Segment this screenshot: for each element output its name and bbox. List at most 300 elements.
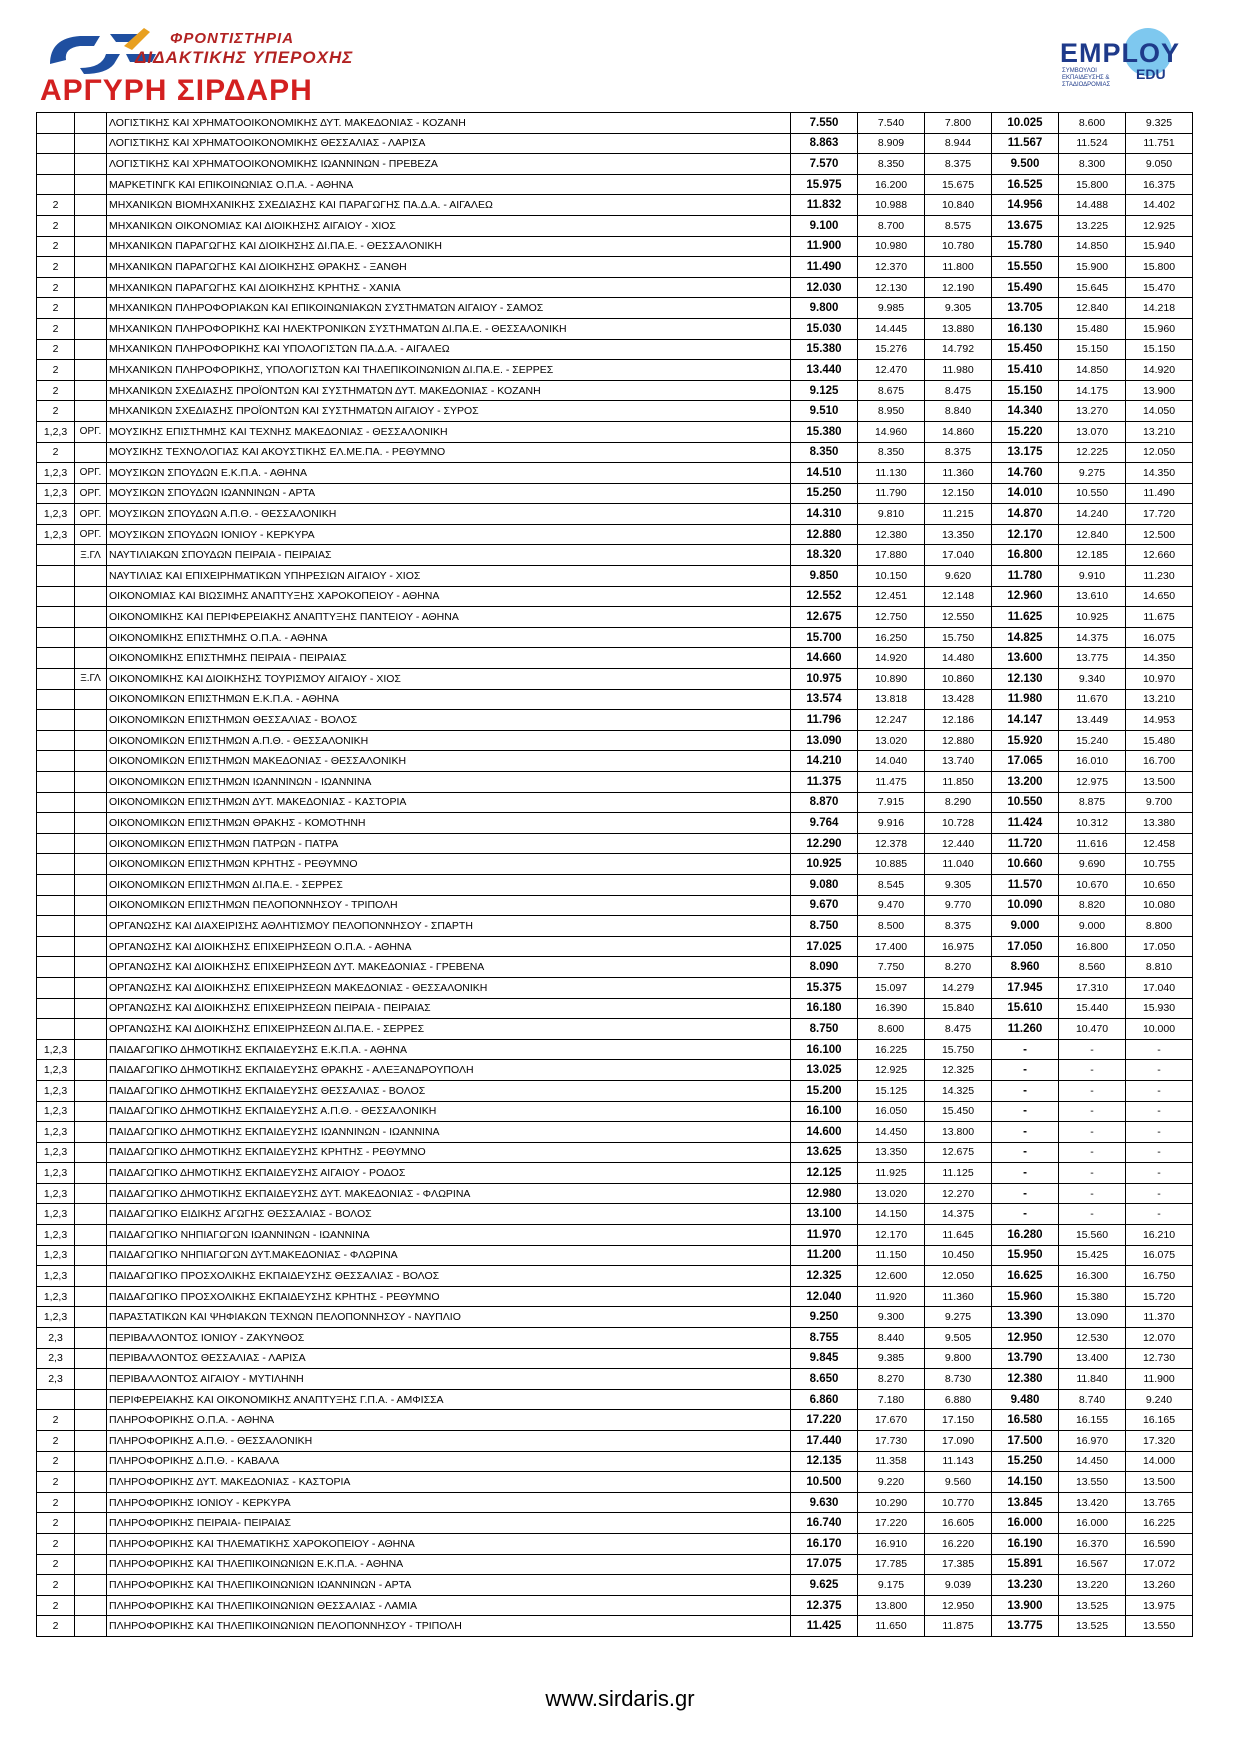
table-row — [37, 1328, 1193, 1349]
score-2-cell: 10.290 — [858, 1492, 925, 1513]
score-3-cell: 13.800 — [925, 1122, 992, 1143]
score-6-cell: 13.500 — [1126, 1472, 1193, 1493]
score-3-cell: 15.675 — [925, 174, 992, 195]
score-5-cell: - — [1059, 1204, 1126, 1225]
score-2-cell: 7.540 — [858, 113, 925, 134]
score-4-cell: 17.050 — [992, 936, 1059, 957]
score-1-cell: 16.170 — [791, 1533, 858, 1554]
score-4-cell: 11.625 — [992, 607, 1059, 628]
score-1-cell: 9.850 — [791, 566, 858, 587]
score-6-cell: 11.490 — [1126, 483, 1193, 504]
score-6-cell: 13.500 — [1126, 772, 1193, 793]
exam-note-cell — [75, 916, 107, 937]
score-4-cell: 15.960 — [992, 1286, 1059, 1307]
score-5-cell: 9.275 — [1059, 463, 1126, 484]
score-3-cell: 7.800 — [925, 113, 992, 134]
score-4-cell: 15.920 — [992, 730, 1059, 751]
score-4-cell: 16.130 — [992, 318, 1059, 339]
table-row — [37, 1492, 1193, 1513]
department-name-cell: ΟΙΚΟΝΟΜΙΚΩΝ ΕΠΙΣΤΗΜΩΝ ΠΕΛΟΠΟΝΝΗΣΟΥ - ΤΡΙΠΟΛΗ — [107, 895, 791, 916]
field-code-cell — [37, 792, 75, 813]
table-row — [37, 298, 1193, 319]
department-name-cell: ΟΙΚΟΝΟΜΙΚΗΣ ΕΠΙΣΤΗΜΗΣ Ο.Π.Α. - ΑΘΗΝΑ — [107, 627, 791, 648]
score-1-cell: 12.375 — [791, 1595, 858, 1616]
department-name-cell: ΠΛΗΡΟΦΟΡΙΚΗΣ ΚΑΙ ΤΗΛΕΠΙΚΟΙΝΩΝΙΩΝ ΘΕΣΣΑΛΙΑΣ - ΛΑΜΙΑ — [107, 1595, 791, 1616]
score-5-cell: 10.470 — [1059, 1019, 1126, 1040]
department-name-cell: ΟΙΚΟΝΟΜΙΚΗΣ ΚΑΙ ΠΕΡΙΦΕΡΕΙΑΚΗΣ ΑΝΑΠΤΥΞΗΣ ΠΑΝΤΕΙΟΥ - ΑΘΗΝΑ — [107, 607, 791, 628]
score-1-cell: 15.700 — [791, 627, 858, 648]
score-5-cell: 15.240 — [1059, 730, 1126, 751]
score-4-cell: 16.580 — [992, 1410, 1059, 1431]
score-4-cell: 17.945 — [992, 977, 1059, 998]
table-row — [37, 133, 1193, 154]
score-5-cell: 14.488 — [1059, 195, 1126, 216]
score-3-cell: 8.575 — [925, 215, 992, 236]
table-row — [37, 1019, 1193, 1040]
department-name-cell: ΟΙΚΟΝΟΜΙΚΩΝ ΕΠΙΣΤΗΜΩΝ ΠΑΤΡΩΝ - ΠΑΤΡΑ — [107, 833, 791, 854]
exam-note-cell — [75, 257, 107, 278]
score-2-cell: 10.988 — [858, 195, 925, 216]
table-row — [37, 1101, 1193, 1122]
score-3-cell: 11.125 — [925, 1163, 992, 1184]
table-row — [37, 772, 1193, 793]
table-row — [37, 1431, 1193, 1452]
field-code-cell: 2 — [37, 1513, 75, 1534]
score-2-cell: 9.810 — [858, 504, 925, 525]
score-3-cell: 9.620 — [925, 566, 992, 587]
score-5-cell: 15.380 — [1059, 1286, 1126, 1307]
score-3-cell: 17.090 — [925, 1431, 992, 1452]
score-2-cell: 10.980 — [858, 236, 925, 257]
table-row — [37, 1616, 1193, 1637]
field-code-cell: 1,2,3 — [37, 1060, 75, 1081]
score-6-cell: 14.920 — [1126, 360, 1193, 381]
department-name-cell: ΜΟΥΣΙΚΩΝ ΣΠΟΥΔΩΝ Α.Π.Θ. - ΘΕΣΣΑΛΟΝΙΚΗ — [107, 504, 791, 525]
score-2-cell: 14.450 — [858, 1122, 925, 1143]
score-4-cell: 14.340 — [992, 401, 1059, 422]
exam-note-cell — [75, 442, 107, 463]
score-6-cell: 10.000 — [1126, 1019, 1193, 1040]
field-code-cell: 1,2,3 — [37, 1080, 75, 1101]
score-1-cell: 15.975 — [791, 174, 858, 195]
score-5-cell: 15.480 — [1059, 318, 1126, 339]
score-3-cell: 11.143 — [925, 1451, 992, 1472]
table-row — [37, 318, 1193, 339]
score-2-cell: 11.925 — [858, 1163, 925, 1184]
department-name-cell: ΟΙΚΟΝΟΜΙΚΗΣ ΕΠΙΣΤΗΜΗΣ ΠΕΙΡΑΙΑ - ΠΕΙΡΑΙΑΣ — [107, 648, 791, 669]
exam-note-cell — [75, 298, 107, 319]
table-row — [37, 1245, 1193, 1266]
field-code-cell: 1,2,3 — [37, 1183, 75, 1204]
score-6-cell: - — [1126, 1122, 1193, 1143]
score-6-cell: 16.700 — [1126, 751, 1193, 772]
exam-note-cell — [75, 689, 107, 710]
department-name-cell: ΠΕΡΙΒΑΛΛΟΝΤΟΣ ΘΕΣΣΑΛΙΑΣ - ΛΑΡΙΣΑ — [107, 1348, 791, 1369]
exam-note-cell — [75, 1245, 107, 1266]
score-1-cell: 13.574 — [791, 689, 858, 710]
score-5-cell: 9.000 — [1059, 916, 1126, 937]
score-2-cell: 11.920 — [858, 1286, 925, 1307]
score-2-cell: 12.130 — [858, 277, 925, 298]
score-5-cell: 8.875 — [1059, 792, 1126, 813]
score-6-cell: - — [1126, 1183, 1193, 1204]
score-2-cell: 11.130 — [858, 463, 925, 484]
score-6-cell: 12.070 — [1126, 1328, 1193, 1349]
score-3-cell: 10.770 — [925, 1492, 992, 1513]
score-5-cell: 8.300 — [1059, 154, 1126, 175]
score-3-cell: 9.560 — [925, 1472, 992, 1493]
department-name-cell: ΛΟΓΙΣΤΙΚΗΣ ΚΑΙ ΧΡΗΜΑΤΟΟΙΚΟΝΟΜΙΚΗΣ ΘΕΣΣΑΛΙΑΣ - ΛΑΡΙΣΑ — [107, 133, 791, 154]
exam-note-cell: Ξ.ΓΛ — [75, 545, 107, 566]
score-2-cell: 16.390 — [858, 998, 925, 1019]
score-4-cell: 15.220 — [992, 421, 1059, 442]
score-5-cell: 13.220 — [1059, 1575, 1126, 1596]
score-4-cell: 14.956 — [992, 195, 1059, 216]
department-name-cell: ΜΗΧΑΝΙΚΩΝ ΠΑΡΑΓΩΓΗΣ ΚΑΙ ΔΙΟΙΚΗΣΗΣ ΚΡΗΤΗΣ - ΧΑΝΙΑ — [107, 277, 791, 298]
department-name-cell: ΟΡΓΑΝΩΣΗΣ ΚΑΙ ΔΙΑΧΕΙΡΙΣΗΣ ΑΘΛΗΤΙΣΜΟΥ ΠΕΛΟΠΟΝΝΗΣΟΥ - ΣΠΑΡΤΗ — [107, 916, 791, 937]
score-2-cell: 11.475 — [858, 772, 925, 793]
score-5-cell: 13.070 — [1059, 421, 1126, 442]
score-5-cell: 16.970 — [1059, 1431, 1126, 1452]
table-row — [37, 545, 1193, 566]
table-row — [37, 1163, 1193, 1184]
score-2-cell: 13.800 — [858, 1595, 925, 1616]
score-1-cell: 9.250 — [791, 1307, 858, 1328]
department-name-cell: ΜΗΧΑΝΙΚΩΝ ΠΛΗΡΟΦΟΡΙΚΗΣ ΚΑΙ ΥΠΟΛΟΓΙΣΤΩΝ ΠΑ.Δ.Α. - ΑΙΓΑΛΕΩ — [107, 339, 791, 360]
department-name-cell: ΟΡΓΑΝΩΣΗΣ ΚΑΙ ΔΙΟΙΚΗΣΗΣ ΕΠΙΧΕΙΡΗΣΕΩΝ ΠΕΙΡΑΙΑ - ΠΕΙΡΑΙΑΣ — [107, 998, 791, 1019]
score-1-cell: 11.970 — [791, 1225, 858, 1246]
score-3-cell: 12.150 — [925, 483, 992, 504]
score-6-cell: - — [1126, 1039, 1193, 1060]
field-code-cell — [37, 874, 75, 895]
score-6-cell: 16.165 — [1126, 1410, 1193, 1431]
score-5-cell: - — [1059, 1183, 1126, 1204]
score-4-cell: 10.090 — [992, 895, 1059, 916]
field-code-cell: 1,2,3 — [37, 483, 75, 504]
field-code-cell — [37, 772, 75, 793]
department-name-cell: ΟΙΚΟΝΟΜΙΚΩΝ ΕΠΙΣΤΗΜΩΝ ΙΩΑΝΝΙΝΩΝ - ΙΩΑΝΝΙΝΑ — [107, 772, 791, 793]
field-code-cell: 2 — [37, 339, 75, 360]
score-4-cell: 16.000 — [992, 1513, 1059, 1534]
department-name-cell: ΠΛΗΡΟΦΟΡΙΚΗΣ ΚΑΙ ΤΗΛΕΠΙΚΟΙΝΩΝΙΩΝ ΙΩΑΝΝΙΝΩΝ - ΑΡΤΑ — [107, 1575, 791, 1596]
score-6-cell: 16.075 — [1126, 627, 1193, 648]
department-name-cell: ΠΛΗΡΟΦΟΡΙΚΗΣ ΙΟΝΙΟΥ - ΚΕΡΚΥΡΑ — [107, 1492, 791, 1513]
score-6-cell: 8.810 — [1126, 957, 1193, 978]
score-1-cell: 8.090 — [791, 957, 858, 978]
field-code-cell: 1,2,3 — [37, 504, 75, 525]
table-row — [37, 1575, 1193, 1596]
department-name-cell: ΟΙΚΟΝΟΜΙΚΩΝ ΕΠΙΣΤΗΜΩΝ Ε.Κ.Π.Α. - ΑΘΗΝΑ — [107, 689, 791, 710]
score-4-cell: 11.980 — [992, 689, 1059, 710]
field-code-cell: 1,2,3 — [37, 1122, 75, 1143]
field-code-cell — [37, 133, 75, 154]
score-3-cell: 11.215 — [925, 504, 992, 525]
department-name-cell: ΠΛΗΡΟΦΟΡΙΚΗΣ Ο.Π.Α. - ΑΘΗΝΑ — [107, 1410, 791, 1431]
exam-note-cell — [75, 1369, 107, 1390]
score-4-cell: 13.790 — [992, 1348, 1059, 1369]
score-2-cell: 12.750 — [858, 607, 925, 628]
department-name-cell: ΠΛΗΡΟΦΟΡΙΚΗΣ ΔΥΤ. ΜΑΚΕΔΟΝΙΑΣ - ΚΑΣΤΟΡΙΑ — [107, 1472, 791, 1493]
field-code-cell — [37, 813, 75, 834]
field-code-cell: 1,2,3 — [37, 1142, 75, 1163]
score-5-cell: 11.524 — [1059, 133, 1126, 154]
table-row — [37, 689, 1193, 710]
exam-note-cell — [75, 1431, 107, 1452]
exam-note-cell — [75, 1019, 107, 1040]
score-6-cell: 17.720 — [1126, 504, 1193, 525]
score-2-cell: 13.020 — [858, 730, 925, 751]
score-2-cell: 9.175 — [858, 1575, 925, 1596]
score-2-cell: 10.890 — [858, 669, 925, 690]
field-code-cell — [37, 936, 75, 957]
score-4-cell: 16.190 — [992, 1533, 1059, 1554]
field-code-cell: 2 — [37, 236, 75, 257]
field-code-cell: 1,2,3 — [37, 1245, 75, 1266]
score-5-cell: 13.449 — [1059, 710, 1126, 731]
score-4-cell: 13.390 — [992, 1307, 1059, 1328]
score-6-cell: 11.230 — [1126, 566, 1193, 587]
score-5-cell: 14.375 — [1059, 627, 1126, 648]
score-5-cell: 8.600 — [1059, 113, 1126, 134]
score-3-cell: 12.270 — [925, 1183, 992, 1204]
score-6-cell: 10.080 — [1126, 895, 1193, 916]
score-5-cell: 11.670 — [1059, 689, 1126, 710]
score-1-cell: 9.670 — [791, 895, 858, 916]
score-3-cell: 17.040 — [925, 545, 992, 566]
table-row — [37, 1266, 1193, 1287]
field-code-cell: 1,2,3 — [37, 1101, 75, 1122]
score-2-cell: 10.885 — [858, 854, 925, 875]
score-2-cell: 13.020 — [858, 1183, 925, 1204]
score-5-cell: - — [1059, 1080, 1126, 1101]
field-code-cell — [37, 730, 75, 751]
score-2-cell: 15.276 — [858, 339, 925, 360]
score-4-cell: 14.825 — [992, 627, 1059, 648]
table-row — [37, 1369, 1193, 1390]
table-row — [37, 710, 1193, 731]
score-3-cell: 9.505 — [925, 1328, 992, 1349]
score-3-cell: 9.800 — [925, 1348, 992, 1369]
score-4-cell: 9.500 — [992, 154, 1059, 175]
field-code-cell: 2 — [37, 1472, 75, 1493]
score-2-cell: 12.470 — [858, 360, 925, 381]
score-3-cell: 13.740 — [925, 751, 992, 772]
score-6-cell: 10.650 — [1126, 874, 1193, 895]
score-6-cell: 15.930 — [1126, 998, 1193, 1019]
department-name-cell: ΠΑΙΔΑΓΩΓΙΚΟ ΔΗΜΟΤΙΚΗΣ ΕΚΠΑΙΔΕΥΣΗΣ ΑΙΓΑΙΟΥ - ΡΟΔΟΣ — [107, 1163, 791, 1184]
score-5-cell: 14.850 — [1059, 236, 1126, 257]
employ-wordmark: EMPLOY — [1060, 38, 1181, 68]
table-row — [37, 277, 1193, 298]
score-5-cell: 15.440 — [1059, 998, 1126, 1019]
table-row — [37, 1122, 1193, 1143]
score-1-cell: 13.625 — [791, 1142, 858, 1163]
score-4-cell: 12.170 — [992, 524, 1059, 545]
score-3-cell: 12.950 — [925, 1595, 992, 1616]
score-1-cell: 13.025 — [791, 1060, 858, 1081]
field-code-cell — [37, 1019, 75, 1040]
score-1-cell: 18.320 — [791, 545, 858, 566]
score-4-cell: 12.960 — [992, 586, 1059, 607]
field-code-cell: 2 — [37, 298, 75, 319]
score-1-cell: 11.425 — [791, 1616, 858, 1637]
score-6-cell: 10.755 — [1126, 854, 1193, 875]
score-1-cell: 10.500 — [791, 1472, 858, 1493]
score-2-cell: 17.400 — [858, 936, 925, 957]
field-code-cell — [37, 586, 75, 607]
score-4-cell: 12.130 — [992, 669, 1059, 690]
score-1-cell: 7.570 — [791, 154, 858, 175]
score-2-cell: 8.950 — [858, 401, 925, 422]
score-3-cell: 8.270 — [925, 957, 992, 978]
score-1-cell: 9.800 — [791, 298, 858, 319]
exam-note-cell — [75, 1513, 107, 1534]
score-1-cell: 12.325 — [791, 1266, 858, 1287]
score-1-cell: 13.440 — [791, 360, 858, 381]
department-name-cell: ΟΡΓΑΝΩΣΗΣ ΚΑΙ ΔΙΟΙΚΗΣΗΣ ΕΠΙΧΕΙΡΗΣΕΩΝ ΜΑΚΕΔΟΝΙΑΣ - ΘΕΣΣΑΛΟΝΙΚΗ — [107, 977, 791, 998]
score-6-cell: 16.750 — [1126, 1266, 1193, 1287]
table-row — [37, 648, 1193, 669]
department-name-cell: ΝΑΥΤΙΛΙΑΚΩΝ ΣΠΟΥΔΩΝ ΠΕΙΡΑΙΑ - ΠΕΙΡΑΙΑΣ — [107, 545, 791, 566]
department-name-cell: ΟΙΚΟΝΟΜΙΚΗΣ ΚΑΙ ΔΙΟΙΚΗΣΗΣ ΤΟΥΡΙΣΜΟΥ ΑΙΓΑΙΟΥ - ΧΙΟΣ — [107, 669, 791, 690]
score-5-cell: 11.616 — [1059, 833, 1126, 854]
score-2-cell: 8.350 — [858, 154, 925, 175]
score-2-cell: 17.730 — [858, 1431, 925, 1452]
score-1-cell: 10.925 — [791, 854, 858, 875]
table-row — [37, 442, 1193, 463]
score-2-cell: 14.150 — [858, 1204, 925, 1225]
score-6-cell: 17.040 — [1126, 977, 1193, 998]
department-name-cell: ΜΟΥΣΙΚΩΝ ΣΠΟΥΔΩΝ Ε.Κ.Π.Α. - ΑΘΗΝΑ — [107, 463, 791, 484]
field-code-cell: 2 — [37, 1410, 75, 1431]
field-code-cell — [37, 648, 75, 669]
exam-note-cell: ΟΡΓ. — [75, 483, 107, 504]
score-1-cell: 12.290 — [791, 833, 858, 854]
score-2-cell: 13.818 — [858, 689, 925, 710]
score-6-cell: - — [1126, 1163, 1193, 1184]
score-1-cell: 12.030 — [791, 277, 858, 298]
score-5-cell: 13.525 — [1059, 1595, 1126, 1616]
exam-note-cell: ΟΡΓ. — [75, 421, 107, 442]
score-1-cell: 8.750 — [791, 1019, 858, 1040]
score-2-cell: 9.385 — [858, 1348, 925, 1369]
field-code-cell: 2,3 — [37, 1328, 75, 1349]
exam-note-cell — [75, 318, 107, 339]
score-3-cell: 10.780 — [925, 236, 992, 257]
table-row — [37, 421, 1193, 442]
field-code-cell: 1,2,3 — [37, 1204, 75, 1225]
exam-note-cell — [75, 772, 107, 793]
score-6-cell: 12.660 — [1126, 545, 1193, 566]
field-code-cell — [37, 627, 75, 648]
field-code-cell — [37, 751, 75, 772]
score-2-cell: 16.910 — [858, 1533, 925, 1554]
score-3-cell: 14.860 — [925, 421, 992, 442]
department-name-cell: ΠΑΙΔΑΓΩΓΙΚΟ ΠΡΟΣΧΟΛΙΚΗΣ ΕΚΠΑΙΔΕΥΣΗΣ ΚΡΗΤΗΣ - ΡΕΘΥΜΝΟ — [107, 1286, 791, 1307]
score-5-cell: 12.975 — [1059, 772, 1126, 793]
score-5-cell: 14.450 — [1059, 1451, 1126, 1472]
score-6-cell: 11.751 — [1126, 133, 1193, 154]
field-code-cell: 1,2,3 — [37, 463, 75, 484]
score-1-cell: 15.375 — [791, 977, 858, 998]
score-4-cell: 13.775 — [992, 1616, 1059, 1637]
tagline-2: ΔΙΔΑΚΤΙΚΗΣ ΥΠΕΡΟΧΗΣ — [135, 48, 354, 67]
field-code-cell: 2 — [37, 401, 75, 422]
score-1-cell: 17.075 — [791, 1554, 858, 1575]
score-2-cell: 12.925 — [858, 1060, 925, 1081]
score-2-cell: 12.451 — [858, 586, 925, 607]
table-row — [37, 607, 1193, 628]
score-4-cell: 15.490 — [992, 277, 1059, 298]
score-2-cell: 8.675 — [858, 380, 925, 401]
table-row — [37, 833, 1193, 854]
field-code-cell — [37, 998, 75, 1019]
table-row — [37, 669, 1193, 690]
score-5-cell: 13.270 — [1059, 401, 1126, 422]
score-1-cell: 8.863 — [791, 133, 858, 154]
score-1-cell: 12.040 — [791, 1286, 858, 1307]
department-name-cell: ΜΗΧΑΝΙΚΩΝ ΣΧΕΔΙΑΣΗΣ ΠΡΟΪΟΝΤΩΝ ΚΑΙ ΣΥΣΤΗΜΑΤΩΝ ΑΙΓΑΙΟΥ - ΣΥΡΟΣ — [107, 401, 791, 422]
score-1-cell: 17.025 — [791, 936, 858, 957]
department-name-cell: ΜΗΧΑΝΙΚΩΝ ΟΙΚΟΝΟΜΙΑΣ ΚΑΙ ΔΙΟΙΚΗΣΗΣ ΑΙΓΑΙΟΥ - ΧΙΟΣ — [107, 215, 791, 236]
employ-caption: ΣΥΜΒΟΥΛΟΙ ΕΚΠΑΙΔΕΥΣΗΣ & ΣΤΑΔΙΟΔΡΟΜΙΑΣ — [1062, 68, 1111, 88]
department-name-cell: ΜΗΧΑΝΙΚΩΝ ΠΛΗΡΟΦΟΡΙΚΗΣ ΚΑΙ ΗΛΕΚΤΡΟΝΙΚΩΝ ΣΥΣΤΗΜΑΤΩΝ ΔΙ.ΠΑ.Ε. - ΘΕΣΣΑΛΟΝΙΚΗ — [107, 318, 791, 339]
exam-note-cell — [75, 113, 107, 134]
score-4-cell: 13.705 — [992, 298, 1059, 319]
table-row — [37, 977, 1193, 998]
field-code-cell — [37, 854, 75, 875]
department-name-cell: ΠΑΙΔΑΓΩΓΙΚΟ ΔΗΜΟΤΙΚΗΣ ΕΚΠΑΙΔΕΥΣΗΣ ΙΩΑΝΝΙΝΩΝ - ΙΩΑΝΝΙΝΑ — [107, 1122, 791, 1143]
exam-note-cell — [75, 648, 107, 669]
score-1-cell: 16.100 — [791, 1039, 858, 1060]
score-6-cell: 9.700 — [1126, 792, 1193, 813]
table-row — [37, 463, 1193, 484]
score-1-cell: 12.880 — [791, 524, 858, 545]
field-code-cell: 2 — [37, 1575, 75, 1596]
score-5-cell: 8.560 — [1059, 957, 1126, 978]
table-row — [37, 1039, 1193, 1060]
score-4-cell: 10.550 — [992, 792, 1059, 813]
score-4-cell: 11.260 — [992, 1019, 1059, 1040]
score-2-cell: 12.600 — [858, 1266, 925, 1287]
exam-note-cell — [75, 1595, 107, 1616]
score-3-cell: 14.792 — [925, 339, 992, 360]
department-name-cell: ΠΛΗΡΟΦΟΡΙΚΗΣ Δ.Π.Θ. - ΚΑΒΑΛΑ — [107, 1451, 791, 1472]
score-3-cell: 8.840 — [925, 401, 992, 422]
score-4-cell: 9.480 — [992, 1389, 1059, 1410]
exam-note-cell — [75, 751, 107, 772]
department-name-cell: ΜΗΧΑΝΙΚΩΝ ΠΑΡΑΓΩΓΗΣ ΚΑΙ ΔΙΟΙΚΗΣΗΣ ΔΙ.ΠΑ.Ε. - ΘΕΣΣΑΛΟΝΙΚΗ — [107, 236, 791, 257]
score-3-cell: 12.190 — [925, 277, 992, 298]
score-4-cell: 16.280 — [992, 1225, 1059, 1246]
score-5-cell: - — [1059, 1101, 1126, 1122]
score-4-cell: 10.025 — [992, 113, 1059, 134]
score-6-cell: 15.960 — [1126, 318, 1193, 339]
score-4-cell: 15.550 — [992, 257, 1059, 278]
score-2-cell: 8.545 — [858, 874, 925, 895]
field-code-cell: 2 — [37, 1431, 75, 1452]
table-row — [37, 1451, 1193, 1472]
exam-note-cell — [75, 1307, 107, 1328]
score-6-cell: 12.458 — [1126, 833, 1193, 854]
score-5-cell: 10.925 — [1059, 607, 1126, 628]
score-4-cell: - — [992, 1080, 1059, 1101]
score-1-cell: 13.100 — [791, 1204, 858, 1225]
score-5-cell: 11.840 — [1059, 1369, 1126, 1390]
score-6-cell: 14.650 — [1126, 586, 1193, 607]
table-row — [37, 339, 1193, 360]
field-code-cell — [37, 1389, 75, 1410]
